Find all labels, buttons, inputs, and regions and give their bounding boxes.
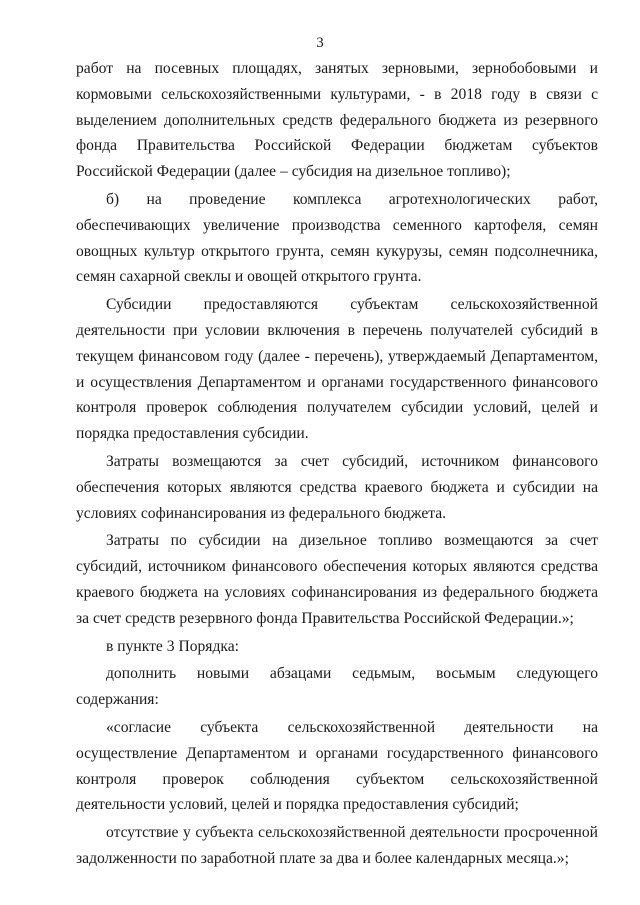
document-body bbox=[76, 56, 598, 874]
paragraph-no-arrears: отсутствие у субъекта сельскохозяйственной деятельности просроченной задолженности по заработной плате за два и более календарных месяца.»; bbox=[76, 824, 598, 867]
paragraph-item-b: б) на проведение комплекса агротехнологических работ, обеспечивающих увеличение производства семенного картофеля, семян овощных культур открытого грунта, семян кукурузы, семян подсолнечника, семян сахарной свеклы и овощей открытого грунта. bbox=[76, 190, 598, 286]
paragraph-clause-3: в пункте 3 Порядка: bbox=[106, 637, 240, 655]
paragraph-diesel-subsidy: Затраты по субсидии на дизельное топливо возмещаются за счет субсидий, источником финансового обеспечения которых являются средства краевого бюджета на условиях софинансирования из федерального бюджета за счет средств резервного фонда Правительства Российской Федерации.»; bbox=[76, 532, 598, 627]
paragraph-cost-reimbursement: Затраты возмещаются за счет субсидий, источником финансового обеспечения которых являются средства краевого бюджета и субсидии на условиях софинансирования из федерального бюджета. bbox=[76, 452, 598, 522]
paragraph-subsidy-conditions: Субсидии предоставляются субъектам сельскохозяйственной деятельности при условии включения в перечень получателей субсидий в текущем финансовом году (далее - перечень), утверждаемый Департаментом, и осуществления Департаментом и органами государственного финансового контроля проверок соблюдения получателем субсидии условий, целей и порядка предоставления субсидии. bbox=[76, 296, 598, 443]
paragraph-continuation: работ на посевных площадях, занятых зерновыми, зернобобовыми и кормовыми сельскохозяйственными культурами, - в 2018 году в связи с выделением дополнительных средств федерального бюджета из резервного фонда Правительства Российской Федерации бюджетам субъектов Российской Федерации (далее – субсидия на дизельное топливо); bbox=[76, 60, 598, 181]
paragraph-add-new: дополнить новыми абзацами седьмым, восьмым следующего содержания: bbox=[76, 665, 598, 709]
page-number: 3 bbox=[316, 35, 324, 51]
paragraph-consent: «согласие субъекта сельскохозяйственной деятельности на осуществление Департаментом и органами государственного финансового контроля проверок соблюдения субъектом сельскохозяйственной деятельности условий, целей и порядка предоставления субсидий; bbox=[76, 718, 598, 814]
